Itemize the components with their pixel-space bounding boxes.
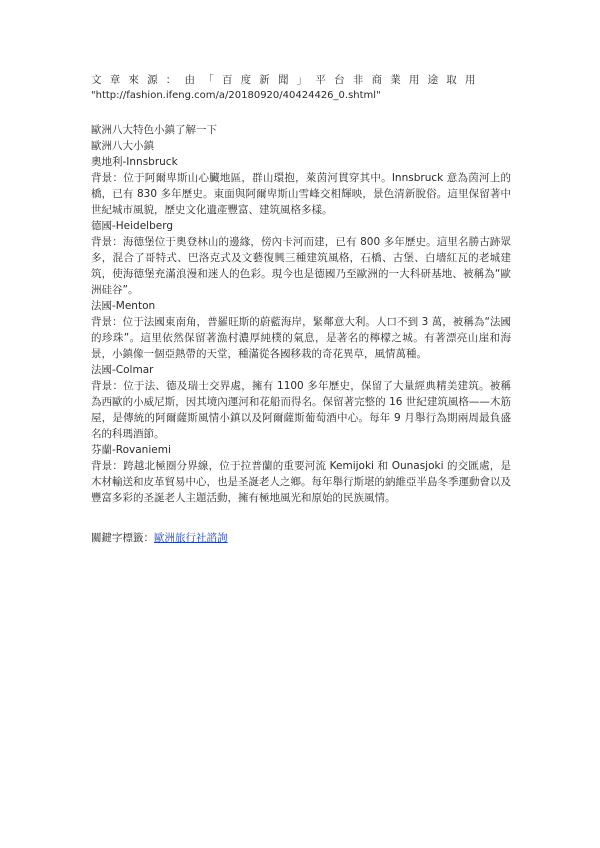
town-section-colmar [91, 362, 511, 442]
town-background: 背景：位于法國東南角，普羅旺斯的蔚藍海岸，緊鄰意大利。人口不到 3 萬，被稱為“法國的珍珠”。這里依然保留著漁村濃厚純樸的氣息，是著名的檸檬之城。有著漂亮山崖和海景，小鎮像一個亞熱帶的天堂，種滿從各國移栽的奇花異草，風情萬種。 [91, 316, 511, 360]
document-body [91, 72, 511, 506]
keyword-label: 關鍵字標籤： [91, 532, 154, 544]
town-section-menton [91, 298, 511, 362]
town-background: 背景：跨越北極圈分界線，位于拉普蘭的重要河流 Kemijoki 和 Ounasjoki 的交匯處，是木材輸送和皮革貿易中心，也是圣誕老人之鄉。每年舉行斯堪的納維亞半島冬季運動會以及豐富多彩的圣誕老人主題活動，擁有極地風光和原始的民族風情。 [91, 460, 511, 504]
town-title: 法國-Menton [91, 300, 156, 312]
keyword-tags [91, 530, 228, 546]
town-title: 芬蘭-Rovaniemi [91, 444, 171, 456]
article-heading: 歐洲八大特色小鎮了解一下 [91, 124, 217, 136]
town-section-rovaniemi [91, 442, 511, 506]
keyword-link[interactable]: 歐洲旅行社諮詢 [154, 532, 228, 544]
town-title: 法國-Colmar [91, 364, 154, 376]
source-attribution [91, 72, 511, 104]
source-url: "http://fashion.ifeng.com/a/20180920/40424426_0.shtml" [91, 90, 381, 101]
town-background: 背景：位于阿爾卑斯山心臟地區，群山環抱，萊茵河貫穿其中。Innsbruck 意為茵河上的橋，已有 830 多年歷史。東面與阿爾卑斯山雪峰交相輝映，景色清新脫俗。這里保留著中世紀城市風貌，歷史文化遺產豐富、建筑風格多樣。 [91, 172, 511, 216]
article-subheading: 歐洲八大小鎮 [91, 140, 154, 152]
source-label: 文章來源：由「百度新聞」平台非商業用途取用 [91, 74, 484, 86]
town-background: 背景：位于法、德及瑞士交界處，擁有 1100 多年歷史，保留了大量經典精美建筑。被稱為西歐的小威尼斯，因其境內運河和花船而得名。保留著完整的 16 世紀建筑風格——木筋屋，是傳統的阿爾薩斯風情小鎮以及阿爾薩斯葡萄酒中心。每年 9 月舉行為期兩周最負盛名的科瑪酒節。 [91, 380, 511, 440]
town-title: 奧地利-Innsbruck [91, 156, 178, 168]
town-section-heidelberg [91, 218, 511, 298]
town-section-innsbruck [91, 154, 511, 218]
town-title: 德國-Heidelberg [91, 220, 174, 232]
town-background: 背景：海德堡位于奧登林山的邊緣，傍內卡河而建，已有 800 多年歷史。這里名勝古跡眾多，混合了哥特式、巴洛克式及文藝復興三種建筑風格，石橋、古堡、白墻紅瓦的老城建筑，使海德堡充滿浪漫和迷人的色彩。現今也是德國乃至歐洲的一大科研基地、被稱為“歐洲硅谷”。 [91, 236, 511, 296]
